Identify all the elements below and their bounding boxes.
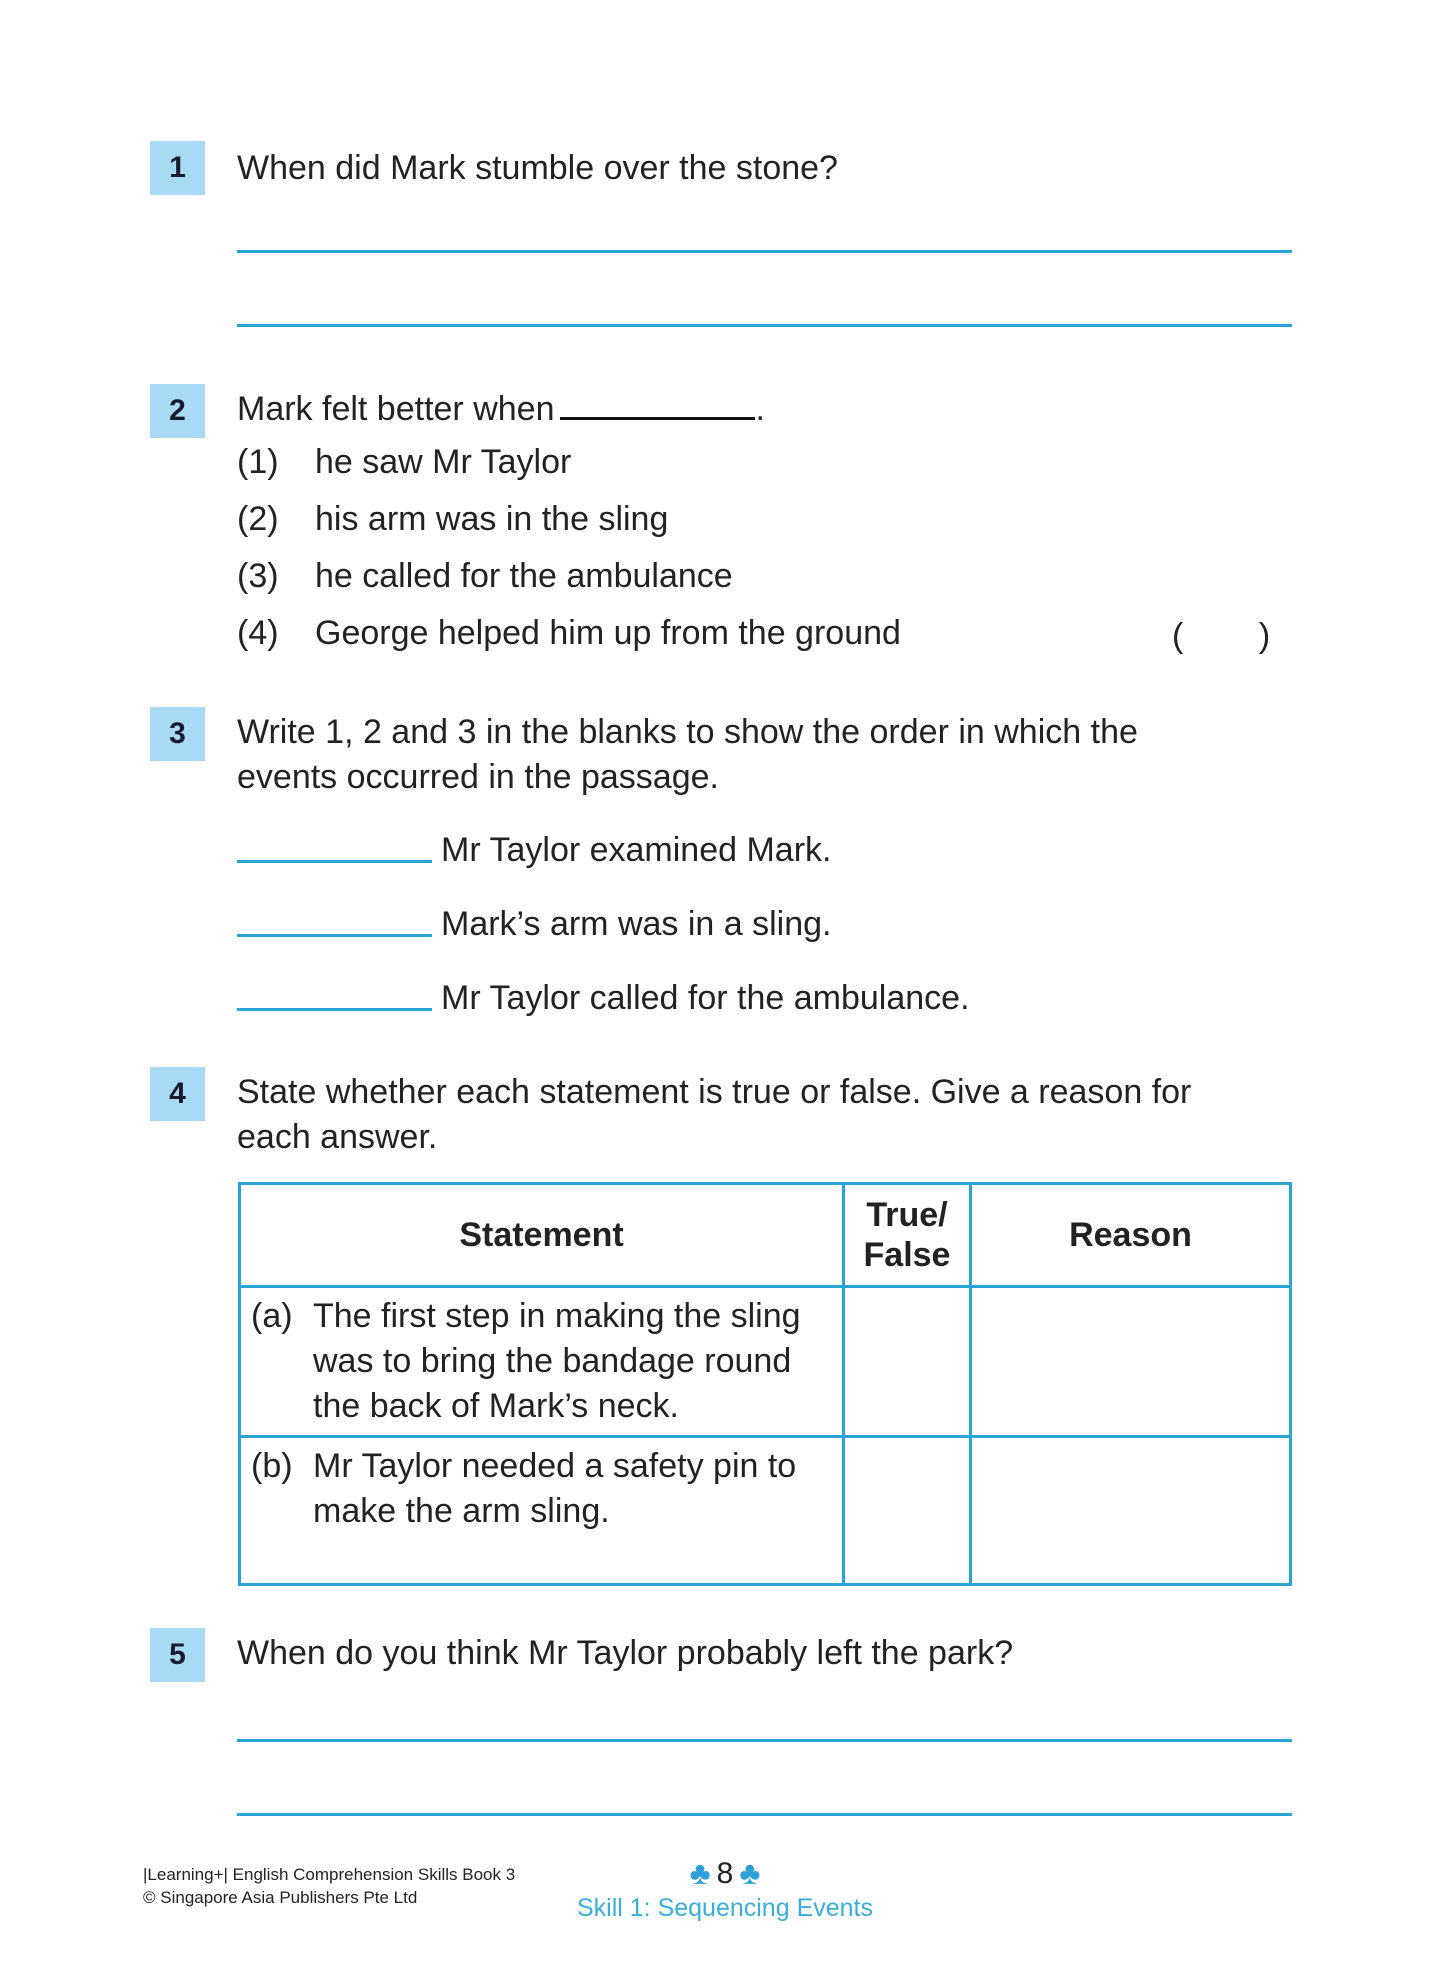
order-blank-3[interactable] (237, 1008, 432, 1011)
option-label: (4) (237, 614, 279, 652)
question-5-text: When do you think Mr Taylor probably left the park? (237, 1634, 1014, 1672)
option-3[interactable] (237, 557, 733, 596)
question-2-text: Mark felt better when . (237, 390, 765, 428)
row-label: (a) (251, 1297, 293, 1335)
question-3-line1: Write 1, 2 and 3 in the blanks to show the order in which the (237, 713, 1138, 751)
option-text: he saw Mr Taylor (315, 443, 572, 481)
question-number-5: 5 (150, 1628, 205, 1682)
book-title: |Learning+| English Comprehension Skills Book 3 (143, 1865, 516, 1884)
footer-page (560, 1855, 890, 1923)
true-false-cell-a[interactable] (844, 1287, 971, 1437)
question-number-1: 1 (150, 141, 205, 195)
clover-icon: ♣ (689, 1855, 711, 1891)
order-blank-2[interactable] (237, 934, 432, 937)
page-number: 8 (716, 1856, 734, 1890)
question-4-line2: each answer. (237, 1118, 438, 1156)
statement-text: Mr Taylor needed a safety pin to make the arm sling. (313, 1447, 797, 1530)
question-3-line2: events occurred in the passage. (237, 758, 719, 796)
statement-cell-b (240, 1437, 844, 1585)
answer-bracket[interactable]: ( ) (1172, 617, 1271, 655)
event-3: Mr Taylor called for the ambulance. (441, 979, 970, 1017)
answer-line-1a[interactable] (237, 250, 1292, 253)
true-false-cell-b[interactable] (844, 1437, 971, 1585)
option-2[interactable] (237, 500, 668, 539)
true-false-table (238, 1182, 1292, 1586)
question-number-3: 3 (150, 707, 205, 761)
question-2-stem: Mark felt better when (237, 390, 555, 428)
row-label: (b) (251, 1447, 293, 1485)
question-4-line1: State whether each statement is true or false. Give a reason for (237, 1073, 1192, 1111)
option-label: (3) (237, 557, 279, 595)
order-blank-1[interactable] (237, 860, 432, 863)
event-2: Mark’s arm was in a sling. (441, 905, 832, 943)
option-label: (2) (237, 500, 279, 538)
question-number-4: 4 (150, 1067, 205, 1121)
option-4[interactable] (237, 614, 901, 653)
header-reason: Reason (971, 1184, 1291, 1287)
header-statement: Statement (240, 1184, 844, 1287)
footer-book-info (143, 1863, 515, 1909)
answer-line-5b[interactable] (237, 1813, 1292, 1816)
answer-blank (560, 417, 755, 420)
option-text: his arm was in the sling (315, 500, 669, 538)
clover-icon: ♣ (739, 1855, 761, 1891)
option-text: George helped him up from the ground (315, 614, 901, 652)
reason-cell-a[interactable] (971, 1287, 1291, 1437)
statement-text: The first step in making the sling was to bring the bandage round the back of Mark’s neck. (313, 1297, 801, 1425)
reason-cell-b[interactable] (971, 1437, 1291, 1585)
option-text: he called for the ambulance (315, 557, 733, 595)
statement-cell-a (240, 1287, 844, 1437)
question-1-text: When did Mark stumble over the stone? (237, 149, 838, 187)
copyright: © Singapore Asia Publishers Pte Ltd (143, 1888, 418, 1907)
answer-line-1b[interactable] (237, 324, 1292, 327)
answer-line-5a[interactable] (237, 1739, 1292, 1742)
skill-label: Skill 1: Sequencing Events (576, 1894, 873, 1922)
header-true-false: True/ False (844, 1184, 971, 1287)
question-number-2: 2 (150, 384, 205, 438)
event-1: Mr Taylor examined Mark. (441, 831, 832, 869)
option-label: (1) (237, 443, 279, 481)
option-1[interactable] (237, 443, 571, 482)
